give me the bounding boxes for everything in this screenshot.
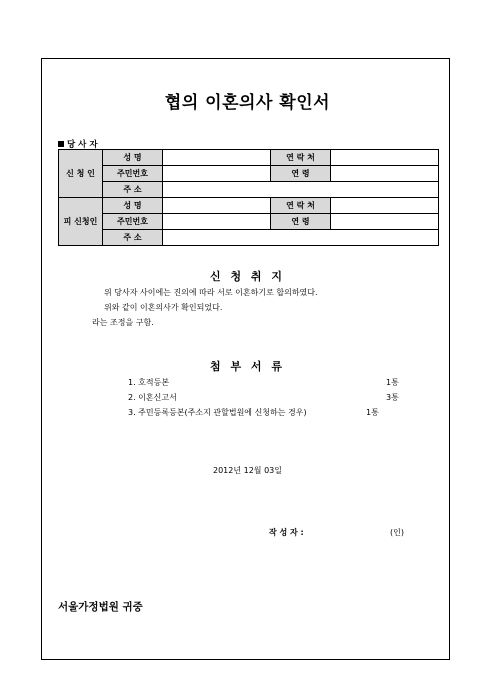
table-row: [59, 182, 439, 198]
respondent-name-label: 성 명: [103, 198, 163, 214]
applicant-address-label: 주 소: [103, 182, 163, 198]
respondent-id-cell[interactable]: [163, 214, 271, 230]
purpose-line-3: 라는 조정을 구함.: [92, 318, 154, 327]
table-row: [59, 214, 439, 230]
parties-section-text: 당 사 자: [67, 140, 98, 150]
attachment-item-3-count: 1통: [366, 408, 379, 417]
attachments-heading: 첨 부 서 류: [210, 360, 285, 373]
applicant-age-label: 연 령: [271, 166, 331, 182]
attachment-item-3-label: 3. 주민등록등본(주소지 관할법원에 신청하는 경우): [128, 408, 307, 417]
attachment-item-2-label: 2. 이혼신고서: [128, 393, 177, 402]
seal-mark: (인): [390, 528, 404, 537]
attachment-item-1-count: 1통: [386, 378, 399, 387]
applicant-role: 신 청 인: [59, 150, 103, 198]
respondent-name-cell[interactable]: [163, 198, 271, 214]
respondent-contact-label: 연 락 처: [271, 198, 331, 214]
square-bullet-icon: [58, 141, 64, 147]
respondent-role: 피 신청인: [59, 198, 103, 246]
respondent-contact-cell[interactable]: [331, 198, 439, 214]
applicant-contact-cell[interactable]: [331, 150, 439, 166]
respondent-age-label: 연 령: [271, 214, 331, 230]
applicant-id-cell[interactable]: [163, 166, 271, 182]
applicant-name-label: 성 명: [103, 150, 163, 166]
purpose-line-2: 위와 같이 이혼의사가 확인되었다.: [104, 303, 223, 312]
document-title: 협의 이혼의사 확인서: [164, 93, 331, 113]
respondent-age-cell[interactable]: [331, 214, 439, 230]
applicant-contact-label: 연 락 처: [271, 150, 331, 166]
purpose-heading: 신 청 취 지: [210, 270, 285, 283]
respondent-address-cell[interactable]: [163, 230, 439, 246]
parties-table: [58, 149, 439, 246]
table-row: [59, 198, 439, 214]
author-label: 작 성 자 :: [269, 528, 304, 537]
applicant-id-label: 주민번호: [103, 166, 163, 182]
court-addressee: 서울가정법원 귀중: [58, 601, 143, 613]
applicant-name-cell[interactable]: [163, 150, 271, 166]
respondent-id-label: 주민번호: [103, 214, 163, 230]
respondent-address-label: 주 소: [103, 230, 163, 246]
applicant-address-cell[interactable]: [163, 182, 439, 198]
applicant-age-cell[interactable]: [331, 166, 439, 182]
attachment-item-1-label: 1. 호적등본: [128, 378, 170, 387]
table-row: [59, 166, 439, 182]
purpose-line-1: 위 당사자 사이에는 진의에 따라 서로 이혼하기로 합의하였다.: [104, 288, 318, 297]
document-date: 2012년 12월 03일: [213, 466, 282, 475]
attachment-item-2-count: 3통: [386, 393, 399, 402]
table-row: [59, 150, 439, 166]
table-row: [59, 230, 439, 246]
